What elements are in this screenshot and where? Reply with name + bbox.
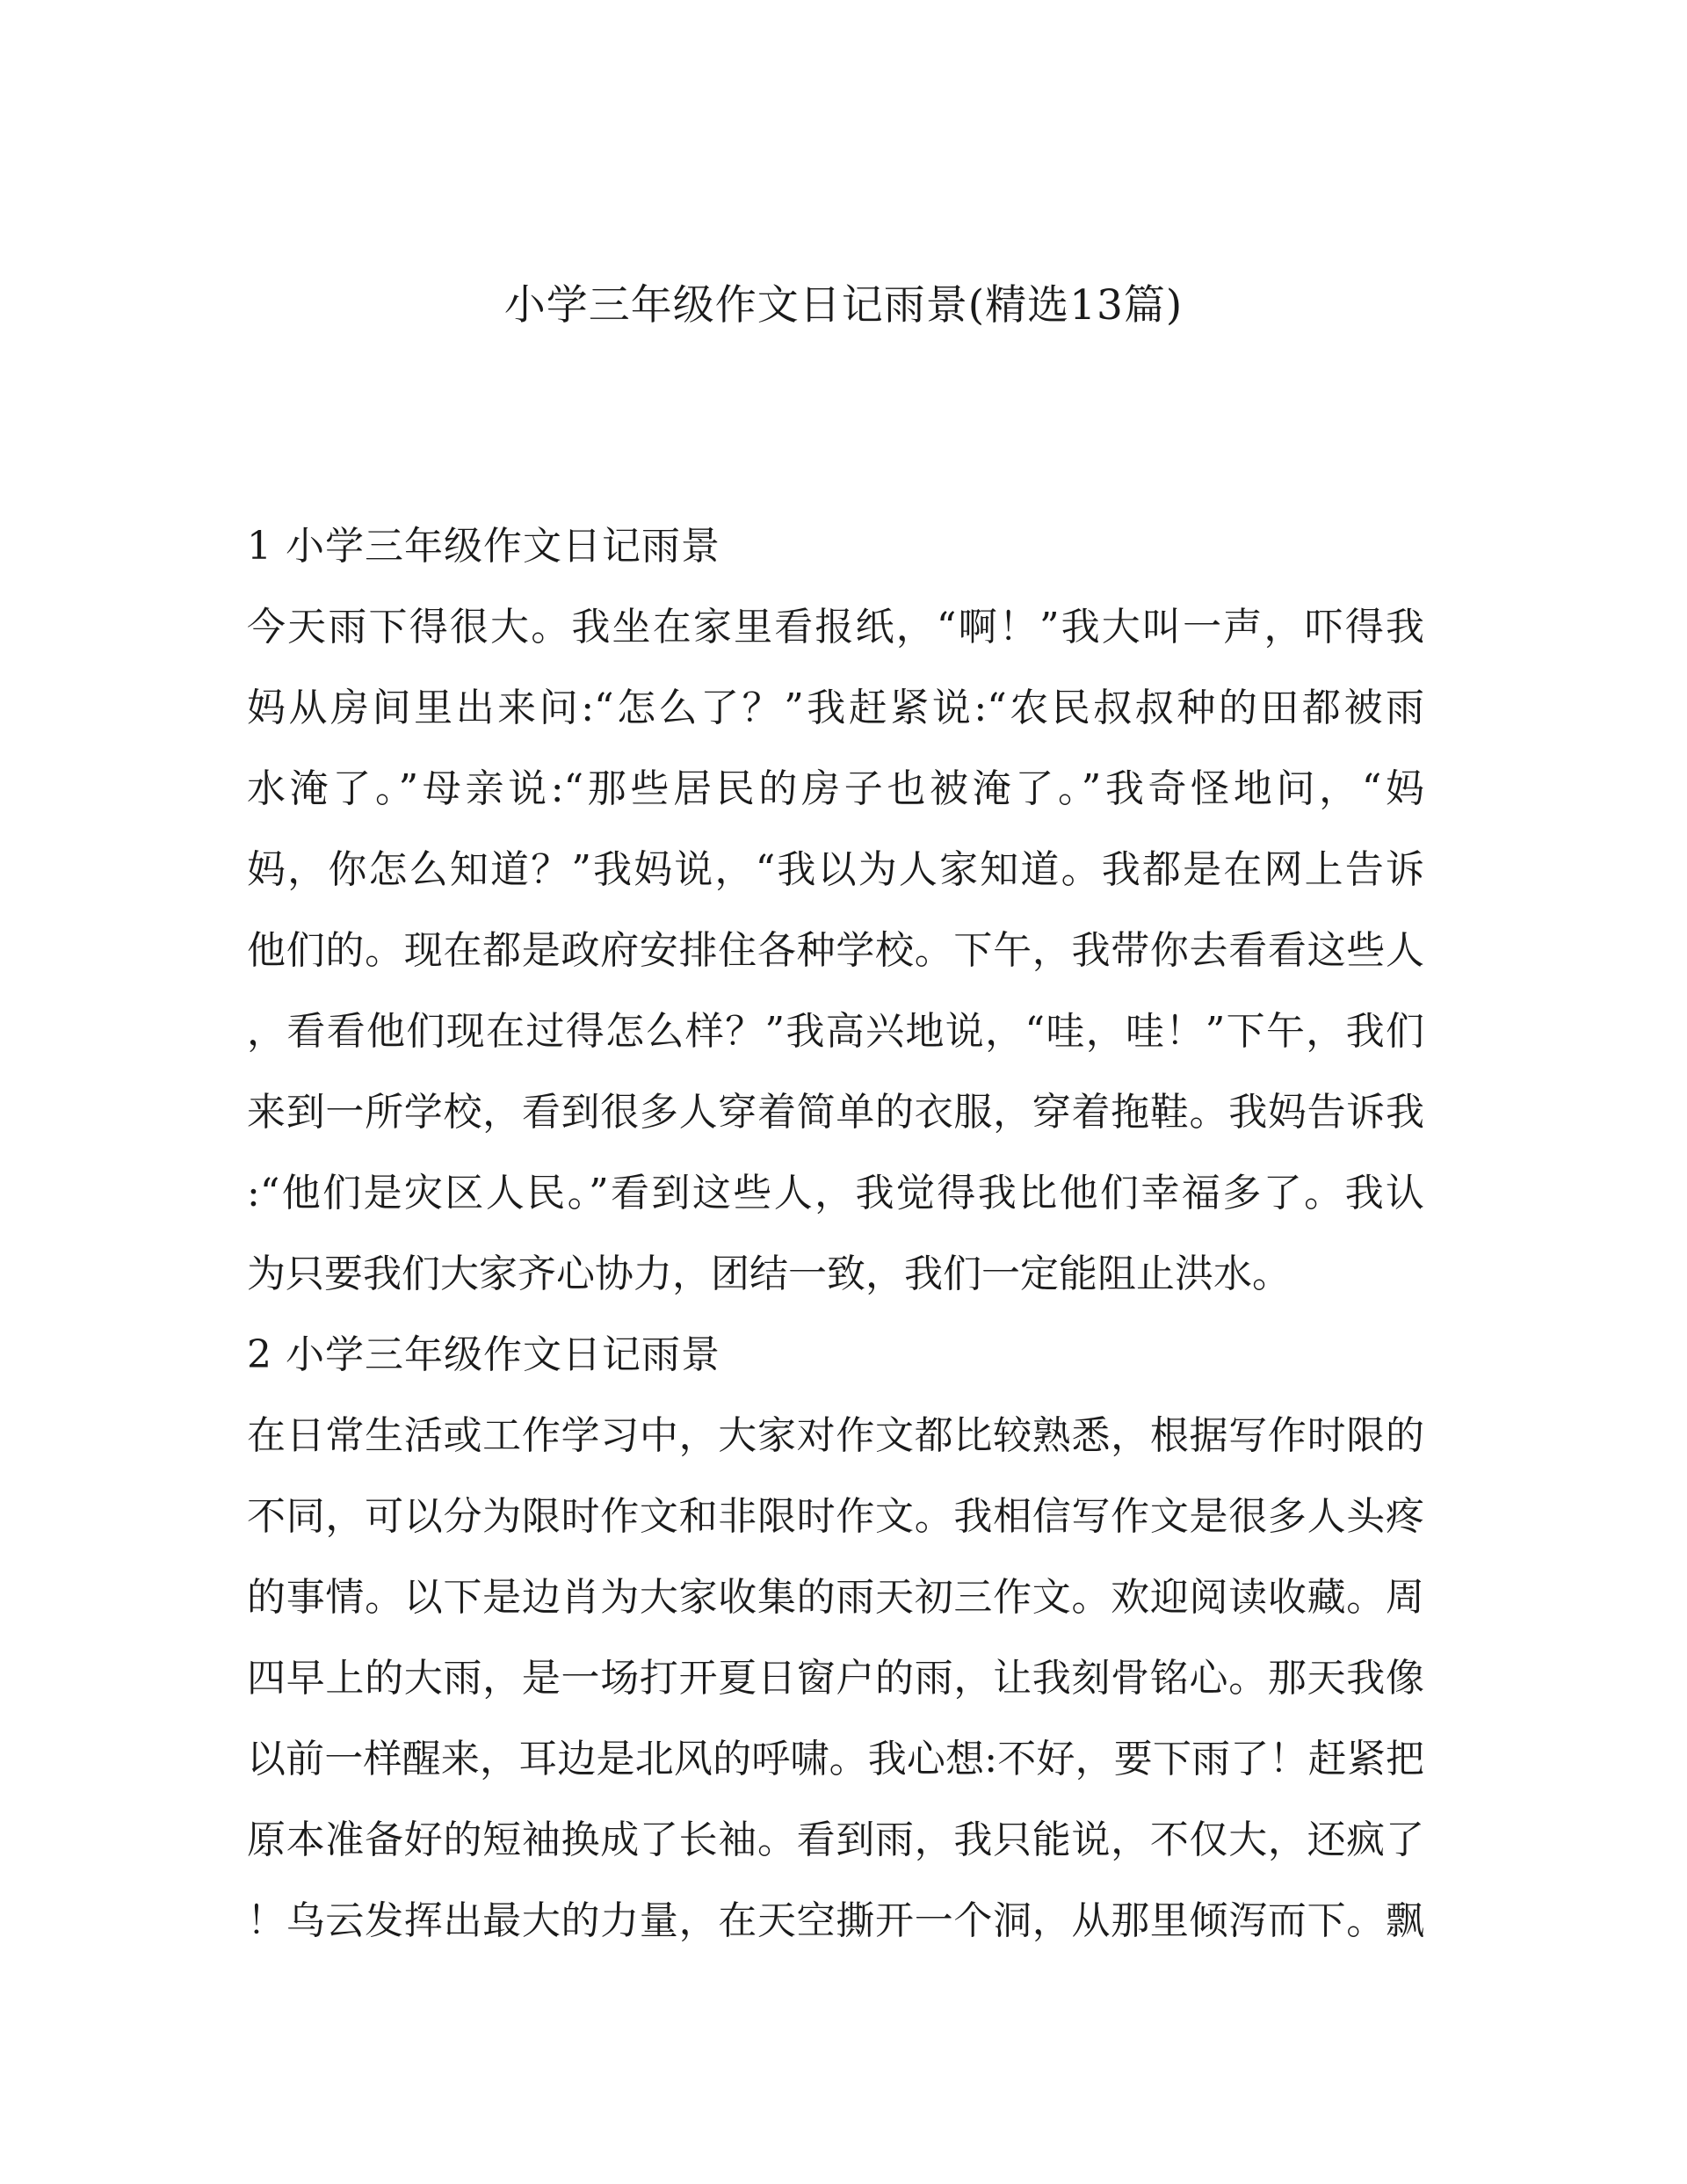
paragraph-line: 在日常生活或工作学习中，大家对作文都比较熟悉，根据写作时限的 <box>247 1413 1424 1458</box>
document-title: 小学三年级作文日记雨景(精选13篇) <box>503 281 1184 330</box>
paragraph-line: 他们的。现在都是政府安排住各种学校。下午，我带你去看看这些人 <box>247 928 1424 973</box>
document-body <box>247 520 1424 1976</box>
section-heading: 1 小学三年级作文日记雨景 <box>247 524 720 569</box>
paragraph-line: 的事情。以下是边肖为大家收集的雨天初三作文。欢迎阅读收藏。周 <box>247 1575 1424 1620</box>
paragraph-line: :“他们是灾区人民。”看到这些人，我觉得我比他们幸福多了。我认 <box>247 1171 1424 1215</box>
paragraph-line: ！乌云发挥出最大的力量，在天空撕开一个洞，从那里倾泻而下。飘 <box>247 1898 1424 1943</box>
paragraph-line: 四早上的大雨，是一场打开夏日窗户的雨，让我刻骨铭心。那天我像 <box>247 1656 1424 1701</box>
section-2 <box>247 1329 1424 1976</box>
paragraph-line: 妈，你怎么知道？”我妈说，“我以为人家知道。我都是在网上告诉 <box>247 847 1424 892</box>
paragraph-line: 今天雨下得很大。我坐在家里看报纸，“啊！”我大叫一声，吓得我 <box>247 605 1424 649</box>
section-heading: 2 小学三年级作文日记雨景 <box>247 1332 720 1377</box>
paragraph-line: 原本准备好的短袖换成了长袖。看到雨，我只能说，不仅大，还疯了 <box>247 1818 1424 1862</box>
paragraph-line: 来到一所学校，看到很多人穿着简单的衣服，穿着拖鞋。我妈告诉我 <box>247 1090 1424 1135</box>
paragraph-line: ，看看他们现在过得怎么样？”我高兴地说，“哇，哇！”下午，我们 <box>247 1009 1424 1054</box>
section-1 <box>247 520 1424 1329</box>
paragraph-line: 以前一样醒来，耳边是北风的呼啸。我心想:不好，要下雨了！赶紧把 <box>247 1737 1424 1781</box>
paragraph-line: 水淹了。”母亲说:“那些居民的房子也被淹了。”我奇怪地问，“妈 <box>247 766 1424 811</box>
paragraph-line: 妈从房间里出来问:“怎么了？”我赶紧说:“农民叔叔种的田都被雨 <box>247 686 1424 730</box>
paragraph-line: 不同，可以分为限时作文和非限时作文。我相信写作文是很多人头疼 <box>247 1494 1424 1539</box>
paragraph-line: 为只要我们大家齐心协力，团结一致，我们一定能阻止洪水。 <box>247 1252 1291 1296</box>
